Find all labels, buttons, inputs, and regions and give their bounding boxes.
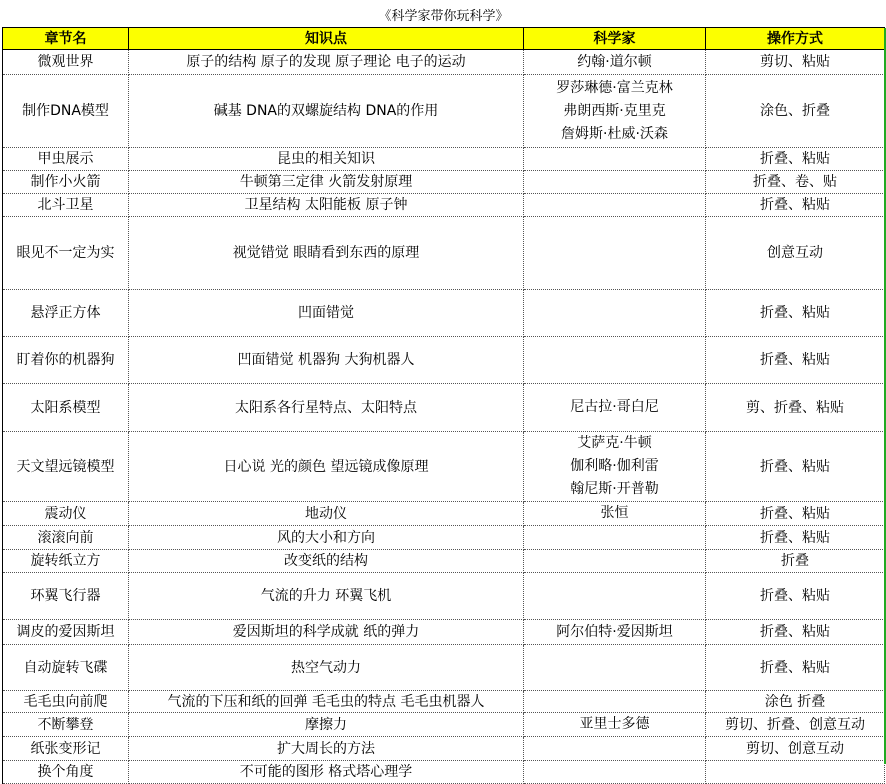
cell-method[interactable]: 折叠、粘贴 [706,502,885,526]
cell-scientist[interactable] [524,217,706,290]
scientist-name: 尼古拉·哥白尼 [570,399,659,415]
title-row [3,6,885,28]
cell-knowledge[interactable]: 地动仪 [129,502,524,526]
cell-method[interactable]: 折叠、粘贴 [706,148,885,171]
cell-chapter[interactable]: 眼见不一定为实 [3,217,129,290]
table-row [3,737,885,761]
header-method[interactable]: 操作方式 [706,28,885,50]
cell-scientist[interactable] [524,148,706,171]
scientist-name: 罗莎琳德·富兰克林 [556,79,673,96]
cell-knowledge[interactable]: 热空气动力 [129,645,524,691]
table-row [3,217,885,290]
cell-knowledge[interactable]: 凹面错觉 [129,290,524,337]
cell-scientist[interactable] [524,620,706,645]
cell-method[interactable]: 剪、折叠、粘贴 [706,384,885,432]
cell-scientist[interactable] [524,337,706,384]
cell-chapter[interactable]: 环翼飞行器 [3,573,129,620]
cell-knowledge[interactable]: 风的大小和方向 [129,526,524,550]
cell-knowledge[interactable]: 昆虫的相关知识 [129,148,524,171]
cell-method[interactable]: 折叠、粘贴 [706,290,885,337]
scientist-name: 阿尔伯特·爱因斯坦 [556,623,673,640]
cell-chapter[interactable]: 毛毛虫向前爬 [3,691,129,713]
table-row [3,290,885,337]
cell-method[interactable]: 折叠、粘贴 [706,526,885,550]
cell-chapter[interactable]: 制作小火箭 [3,171,129,194]
table-row [3,75,885,148]
cell-scientist[interactable] [524,737,706,761]
cell-method[interactable]: 折叠、粘贴 [706,645,885,691]
cell-method[interactable]: 折叠、粘贴 [706,620,885,645]
scientist-name: 翰尼斯·开普勒 [570,481,659,497]
cell-knowledge[interactable]: 气流的下压和纸的回弹 毛毛虫的特点 毛毛虫机器人 [129,691,524,713]
cell-chapter[interactable]: 天文望远镜模型 [3,432,129,502]
cell-scientist[interactable] [524,75,706,148]
cell-knowledge[interactable]: 日心说 光的颜色 望远镜成像原理 [129,432,524,502]
table-row [3,620,885,645]
cell-chapter[interactable]: 制作DNA模型 [3,75,129,148]
table-row [3,526,885,550]
cell-scientist[interactable] [524,171,706,194]
cell-scientist[interactable] [524,691,706,713]
cell-knowledge[interactable]: 扩大周长的方法 [129,737,524,761]
cell-knowledge[interactable]: 原子的结构 原子的发现 原子理论 电子的运动 [129,50,524,75]
cell-method[interactable]: 涂色、折叠 [706,75,885,148]
header-knowledge[interactable]: 知识点 [129,28,524,50]
table-title[interactable]: 《科学家带你玩科学》 [3,6,885,28]
cell-method[interactable]: 剪切、创意互动 [706,737,885,761]
scientist-name: 张恒 [600,505,629,521]
cell-chapter[interactable]: 自动旋转飞碟 [3,645,129,691]
cell-method[interactable]: 剪切、折叠、创意互动 [706,713,885,737]
header-chapter[interactable]: 章节名 [3,28,129,50]
cell-knowledge[interactable]: 改变纸的结构 [129,550,524,573]
header-row [3,28,885,50]
table-row [3,337,885,384]
cell-scientist[interactable] [524,290,706,337]
cell-chapter[interactable]: 纸张变形记 [3,737,129,761]
cell-method[interactable]: 折叠、卷、贴 [706,171,885,194]
cell-scientist[interactable] [524,645,706,691]
table-row [3,573,885,620]
scientist-name: 詹姆斯·杜威·沃森 [561,125,668,142]
cell-scientist[interactable] [524,713,706,737]
cell-knowledge[interactable]: 摩擦力 [129,713,524,737]
cell-knowledge[interactable]: 碱基 DNA的双螺旋结构 DNA的作用 [129,75,524,148]
cell-scientist[interactable] [524,432,706,502]
scientist-name: 弗朗西斯·克里克 [563,102,666,119]
cell-scientist[interactable] [524,50,706,75]
scientist-name: 伽利略·伽利雷 [570,458,659,474]
cell-method[interactable]: 折叠、粘贴 [706,337,885,384]
table-row [3,713,885,737]
table-row [3,432,885,502]
cell-method[interactable]: 折叠 [706,550,885,573]
table-row [3,645,885,691]
cell-scientist[interactable] [524,550,706,573]
cell-chapter[interactable]: 不断攀登 [3,713,129,737]
table-row [3,194,885,217]
scientist-name: 亚里士多德 [579,716,650,732]
cell-chapter[interactable]: 悬浮正方体 [3,290,129,337]
cell-knowledge[interactable]: 气流的升力 环翼飞机 [129,573,524,620]
cell-chapter[interactable]: 微观世界 [3,50,129,75]
table-row [3,502,885,526]
cell-chapter[interactable]: 震动仪 [3,502,129,526]
scientist-name: 约翰·道尔顿 [577,53,652,70]
cell-chapter[interactable]: 调皮的爱因斯坦 [3,620,129,645]
cell-chapter[interactable]: 换个角度 [3,761,129,784]
cell-knowledge[interactable]: 卫星结构 太阳能板 原子钟 [129,194,524,217]
cell-scientist[interactable] [524,502,706,526]
table-row [3,691,885,713]
cell-method[interactable]: 剪切、粘贴 [706,50,885,75]
table-row [3,550,885,573]
cell-method[interactable]: 折叠、粘贴 [706,432,885,502]
table-row [3,50,885,75]
table-row [3,148,885,171]
cell-method[interactable]: 折叠、粘贴 [706,194,885,217]
cell-scientist[interactable] [524,573,706,620]
cell-knowledge[interactable]: 爱因斯坦的科学成就 纸的弹力 [129,620,524,645]
table-row [3,384,885,432]
cell-scientist[interactable] [524,194,706,217]
cell-chapter[interactable]: 太阳系模型 [3,384,129,432]
cell-knowledge[interactable]: 太阳系各行星特点、太阳特点 [129,384,524,432]
cell-knowledge[interactable]: 凹面错觉 机器狗 大狗机器人 [129,337,524,384]
cell-chapter[interactable]: 北斗卫星 [3,194,129,217]
cell-method[interactable]: 折叠、粘贴 [706,573,885,620]
data-table [2,6,885,784]
cell-scientist[interactable] [524,384,706,432]
header-scientist[interactable]: 科学家 [524,28,706,50]
cell-scientist[interactable] [524,526,706,550]
scientist-name: 艾萨克·牛顿 [577,435,652,451]
cell-chapter[interactable]: 盯着你的机器狗 [3,337,129,384]
cell-knowledge[interactable]: 视觉错觉 眼睛看到东西的原理 [129,217,524,290]
cell-chapter[interactable]: 旋转纸立方 [3,550,129,573]
cell-knowledge[interactable]: 牛顿第三定律 火箭发射原理 [129,171,524,194]
cell-method[interactable]: 涂色 折叠 [706,691,885,713]
cell-chapter[interactable]: 滚滚向前 [3,526,129,550]
cell-chapter[interactable]: 甲虫展示 [3,148,129,171]
cell-method[interactable]: 创意互动 [706,217,885,290]
cell-knowledge[interactable]: 不可能的图形 格式塔心理学 [129,761,524,784]
table-row [3,171,885,194]
